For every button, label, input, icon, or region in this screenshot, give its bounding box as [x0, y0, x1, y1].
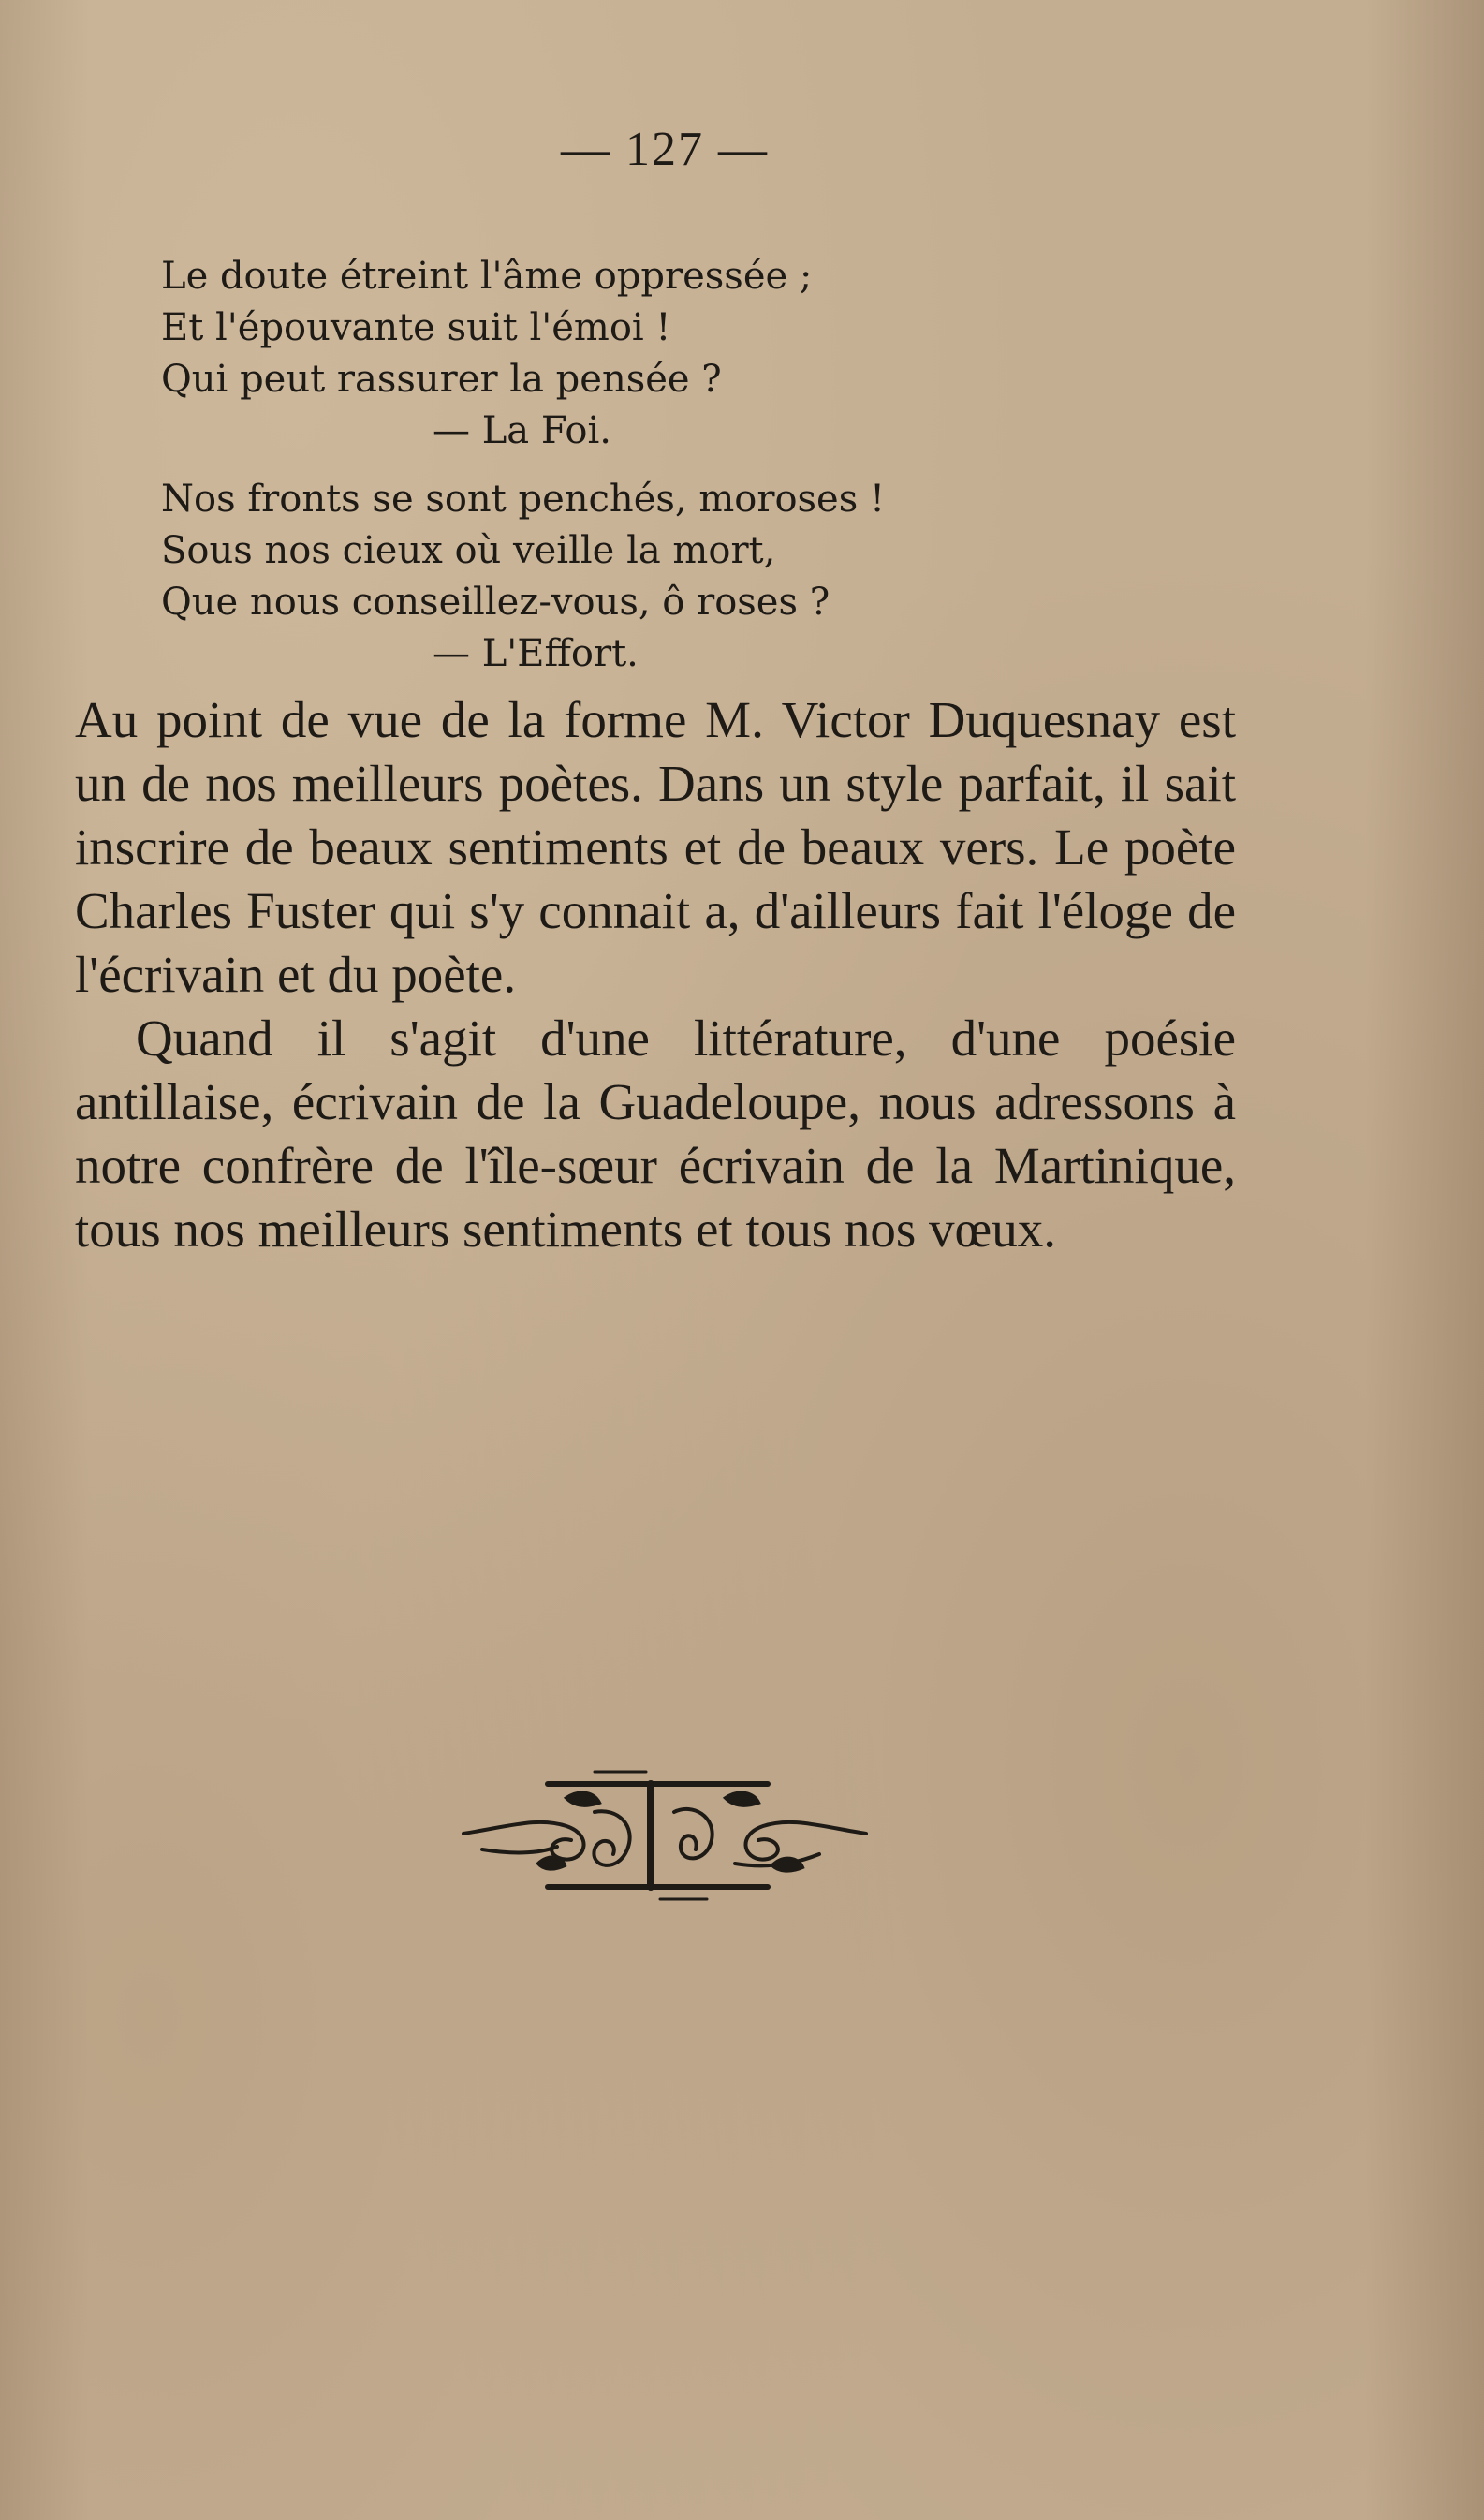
poem-line: Sous nos cieux où veille la mort,	[161, 529, 776, 572]
poem-line: Le doute étreint l'âme oppressée ;	[161, 255, 813, 298]
poem-line: Nos fronts se sont penchés, moroses !	[161, 478, 886, 521]
floral-tailpiece-icon	[454, 1761, 875, 1910]
paragraph-1: Au point de vue de la forme M. Victor Duquesnay est un de nos meilleurs poètes. Dans un style parfait, il sait inscrire de beaux sentiments et de beaux vers. Le poète Charles Fuster qui s'y connait a, d'ailleurs fait l'éloge de l'écrivain et du poète.	[75, 691, 1236, 1003]
poem-line: Et l'épouvante suit l'émoi !	[161, 306, 671, 349]
poem-stanza-1	[161, 251, 1097, 457]
page-number: — 127 —	[561, 123, 769, 176]
poem-stanza-2	[161, 474, 1097, 680]
paragraph-2: Quand il s'agit d'une littérature, d'une poésie antillaise, écrivain de la Guadeloupe, nous adressons à notre confrère de l'île-sœur écrivain de la Martinique, tous nos meilleurs sentiments et tous nos vœux.	[75, 1009, 1236, 1258]
poem-attribution: — L'Effort.	[433, 632, 639, 675]
poem-line: Que nous conseillez-vous, ô roses ?	[161, 581, 830, 624]
prose-body	[75, 688, 1236, 1261]
poem-line: Qui peut rassurer la pensée ?	[161, 358, 722, 401]
poem	[161, 251, 1097, 697]
poem-attribution: — La Foi.	[433, 409, 611, 452]
